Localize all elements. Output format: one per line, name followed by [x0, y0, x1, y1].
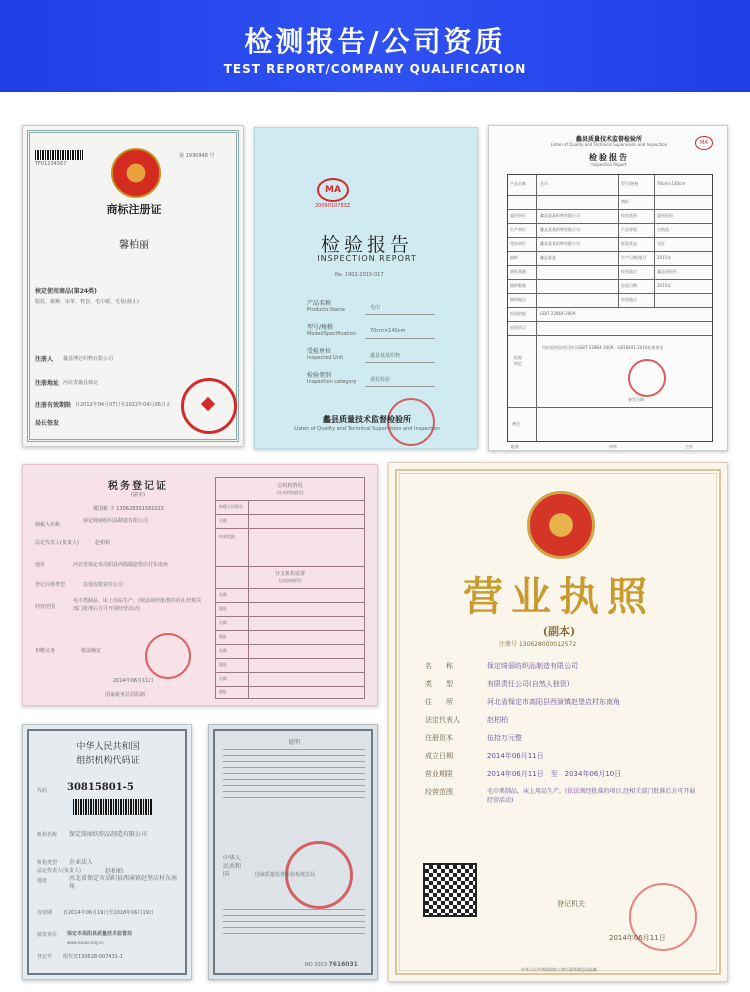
- footer-review: 审核: [609, 444, 617, 449]
- registrant-label: 注册人: [35, 356, 54, 363]
- license-date: 2014年06月11日: [609, 934, 666, 942]
- national-emblem-icon: [527, 491, 595, 559]
- report-org: 蠡县质量技术监督检验所: [575, 136, 642, 143]
- row-value: 蠡县某某织物有限公司: [540, 241, 580, 246]
- address-label: 注册地址: [35, 380, 60, 387]
- field-unit-value: 蠡县某某织物: [370, 353, 401, 359]
- sign-date-label: 签发日期: [628, 397, 644, 402]
- org-addr-label: 地址: [37, 878, 48, 884]
- field-value: 伍拾万元整: [487, 734, 522, 742]
- branch-title2-sub: (总机构填写): [278, 578, 302, 583]
- trademark-mark: 馨柏丽: [119, 240, 149, 251]
- row-value2: 完好: [657, 241, 665, 246]
- report-no: 1902-2015-017: [344, 272, 384, 278]
- field-category-label-en: Inspection category: [307, 379, 357, 385]
- row-label2: 检验日期: [621, 283, 637, 288]
- field-value: 赵柏柏: [487, 716, 508, 724]
- scope-value: 毛巾类制品、床上用品生产。(依法须经批准的项目,经相关部门批准后方可开展经营活动): [73, 598, 202, 612]
- field-value: 2014年06月11日: [487, 752, 544, 760]
- tax-no-suffix: 字: [109, 506, 115, 512]
- inspection-title: 检验报告: [320, 234, 413, 256]
- reg-no-prefix: 第: [179, 153, 185, 159]
- header-banner: [0, 0, 750, 92]
- field-value: 毛巾类制品、床上用品生产。(依法须经批准的项目,经相关部门批准后方可开展经营活动): [487, 788, 696, 804]
- report-title: 检验报告: [589, 153, 629, 162]
- row-label2: 检验类别: [621, 213, 637, 218]
- field-unit-label-en: Inspected Unit: [307, 355, 344, 361]
- notes-text-block-2: [223, 909, 365, 935]
- report-no-label: No.: [335, 272, 344, 278]
- org-reg-no: 组代管130628-007431-1: [63, 954, 123, 960]
- tax-registration-certificate[interactable]: [22, 464, 378, 706]
- row-value2: 蠡县质检所: [657, 269, 677, 274]
- branch-row: 地址: [219, 606, 227, 611]
- branch-row: 纳税人识别号: [219, 504, 243, 509]
- branch-row: 名称: [219, 676, 227, 681]
- rep-label: 法定代表人(负责人): [35, 540, 79, 546]
- license-footer: 中华人民共和国国家工商行政管理总局监制: [521, 967, 597, 972]
- no-label: NO: [305, 962, 313, 968]
- code-label: 代码: [37, 788, 48, 794]
- orgcode-header2: 组织机构代码证: [76, 756, 140, 766]
- footer-inspector: 主检: [685, 444, 693, 449]
- type-value: 其他有限责任公司: [83, 582, 124, 588]
- row-label: 检验项目: [510, 325, 526, 330]
- name-label: 纳税人名称: [35, 522, 61, 528]
- conclusion-label: 检验结论: [514, 355, 522, 366]
- row-value: 蠡县某某织物有限公司: [540, 227, 580, 232]
- org-code-certificate-front[interactable]: [22, 724, 192, 980]
- address: 河北省蠡县城北: [63, 380, 99, 386]
- row-label: 产品名称: [510, 181, 526, 186]
- org-issuer: 保定市高阳县质量技术监督局: [67, 931, 133, 937]
- branch-row: 地址: [219, 662, 227, 667]
- branch-row: 名称: [219, 648, 227, 653]
- org-type-label: 机构类型: [37, 860, 58, 866]
- business-license[interactable]: [388, 462, 728, 982]
- report-org-en: Listen of Quality and Technical Supervision and Inspection: [550, 142, 668, 147]
- org-type: 企业法人: [69, 859, 94, 866]
- field-category-label: 检验类别: [307, 372, 332, 379]
- field-unit-label: 受检单位: [307, 348, 332, 355]
- org-period-label: 有效期: [37, 910, 53, 916]
- branch-row: 名称: [219, 620, 227, 625]
- field-product-label: 产品名称: [307, 300, 332, 307]
- no-code: 7616031: [328, 961, 358, 968]
- row-value: 蠡县某某: [540, 255, 556, 260]
- field-label: 营业期限: [425, 770, 453, 778]
- row-value2: 合格品: [657, 227, 669, 232]
- field-product-label-en: Products Name: [307, 307, 345, 313]
- row-value2: 委托检验: [657, 213, 673, 218]
- tax-subtitle: (副本): [131, 492, 145, 498]
- obligation-value: 依法确定: [81, 648, 102, 654]
- obligation-label: 扣缴义务: [35, 648, 56, 654]
- reg-no-suffix: 号: [209, 153, 215, 159]
- no-value: 2013: [314, 962, 328, 968]
- header-title: 检测报告/公司资质: [244, 25, 506, 58]
- row-label2: 检验地点: [621, 297, 637, 302]
- branch-table: [215, 477, 365, 699]
- org-issuer-label: 颁发单位: [37, 932, 58, 938]
- row-label2: 型号/规格: [621, 181, 639, 186]
- national-emblem-icon: [111, 148, 161, 198]
- red-stamp-icon: [181, 378, 237, 434]
- branch-title2: 分支机构设置: [274, 571, 305, 577]
- license-subtitle: (副本): [542, 625, 576, 638]
- license-reg-label: 注册号: [499, 641, 518, 648]
- back-left-text: 中华人民共和国: [223, 855, 242, 878]
- field-label: 法定代表人: [425, 716, 460, 724]
- ma-logo-icon: [695, 136, 713, 150]
- addr-label: 地址: [35, 562, 46, 568]
- org-name: 保定绮丽纺织品制造有限公司: [69, 831, 148, 838]
- row-value2: 2015年: [657, 283, 672, 288]
- row-label: 委托单位: [510, 213, 526, 218]
- row-label2: 生产日期/批号: [621, 255, 647, 260]
- name-value: 保定绮丽纺织品制造有限公司: [83, 518, 149, 524]
- row-label: 抽样基数: [510, 269, 526, 274]
- type-label: 登记注册类型: [35, 582, 66, 588]
- tax-issuer: 国家税务总局监制: [105, 692, 146, 698]
- field-value: 保定绮丽纺织品制造有限公司: [487, 662, 578, 670]
- branch-row: 名称: [219, 518, 227, 523]
- rep-value: 赵柏柏: [95, 540, 111, 546]
- branch-row: 地址: [219, 634, 227, 639]
- validity-label: 注册有效期限: [35, 402, 72, 409]
- tax-title: 税务登记证: [108, 481, 168, 492]
- field-label: 经营范围: [425, 788, 453, 796]
- registrant: 蠡县博达织物有限公司: [63, 356, 114, 362]
- field-value: 有限责任公司(自然人独资): [487, 680, 570, 688]
- field-label: 类 型: [425, 680, 453, 688]
- field-label: 住 所: [425, 698, 453, 706]
- ma-logo-text: MA: [325, 185, 341, 195]
- reg-no: 1930948: [185, 153, 208, 159]
- orgcode-header1: 中华人民共和国: [76, 742, 140, 752]
- report-table: [507, 174, 713, 442]
- inspection-org: 蠡县质量技术监督检验所: [323, 415, 411, 424]
- row-label: 受检单位: [510, 241, 526, 246]
- inspection-org-en: Listen of Quality and Technical Supervision and Inspection: [294, 426, 440, 432]
- field-label: 注册资本: [425, 734, 453, 742]
- row-label2: 检验地点: [621, 269, 637, 274]
- scope-label: 经营范围: [35, 604, 56, 610]
- org-code-certificate-back[interactable]: [208, 724, 378, 980]
- red-stamp-icon: [145, 633, 191, 679]
- inspection-title-en: INSPECTION REPORT: [317, 254, 417, 263]
- org-name-label: 机构名称: [37, 832, 58, 838]
- field-label: 成立日期: [425, 752, 453, 760]
- org-period: 自2014年06月19日至2018年06月19日: [63, 910, 154, 916]
- field-model-label-en: Model/Specification: [307, 331, 356, 337]
- row-value: 毛巾: [540, 181, 548, 186]
- addr-value: 河北省保定市高阳县西演镇赵堡店村东南角: [73, 562, 169, 568]
- row-label: 生产单位: [510, 227, 526, 232]
- org-rep: 赵柏柏: [105, 868, 124, 875]
- row-label: 抽样地点: [510, 297, 526, 302]
- org-website: www.nacao.org.cn: [67, 940, 104, 945]
- notes-text-block: [223, 749, 365, 799]
- barcode: [73, 799, 153, 815]
- validity: 自2012年04月07日至2022年04月06日止: [75, 402, 171, 408]
- row-label: 抽样数量: [510, 283, 526, 288]
- field-product-value: 毛巾: [370, 305, 381, 311]
- red-stamp-icon: [628, 359, 666, 397]
- row-label: 抽样: [510, 255, 518, 260]
- tax-no: 130628301581015: [116, 506, 164, 512]
- report-ma-text: MA: [700, 140, 708, 146]
- scope-text: 服装、被褥、床单、枕套、毛巾被、毛毯(截止): [35, 299, 139, 305]
- row-value2: 2015年: [657, 255, 672, 260]
- branch-title1: 总机构情况: [277, 483, 303, 489]
- org-rep-label: 法定代表人(负责人): [37, 868, 81, 874]
- field-value: 2014年06月11日 至 2034年06月10日: [487, 770, 622, 778]
- org-code: 30815801-5: [67, 782, 134, 793]
- field-model-label: 型号/规格: [307, 324, 334, 331]
- row-label2: 商标: [621, 199, 629, 204]
- trademark-title: 商标注册证: [106, 203, 162, 216]
- barcode-number: TF01234567: [35, 161, 67, 167]
- field-model-value: 70cm×140cm: [370, 328, 406, 334]
- barcode: [35, 150, 83, 160]
- row-label2: 样品状态: [621, 241, 637, 246]
- row-label2: 产品等级: [621, 227, 637, 232]
- field-value: 河北省保定市高阳县西演镇赵堡店村东南角: [487, 698, 620, 706]
- remark-label: 备注: [512, 421, 520, 426]
- license-reg-no: 130628000012572: [518, 641, 577, 648]
- row-value: 蠡县某某织物有限公司: [540, 213, 580, 218]
- license-authority: 登记机关: [557, 900, 585, 908]
- tax-no-label: 冀国税: [93, 506, 109, 512]
- inspection-report-cover[interactable]: [254, 127, 478, 449]
- branch-title1-sub: (分支机构填写): [276, 490, 304, 495]
- tax-date: 2014年06月11日: [113, 678, 154, 684]
- back-center-text: 国家质量监督检验检疫总局: [255, 872, 316, 878]
- report-title-en: Inspection Report: [591, 162, 627, 167]
- field-label: 名 称: [425, 662, 453, 670]
- org-reg-label: 登记号: [37, 954, 53, 960]
- header-subtitle: TEST REPORT/COMPANY QUALIFICATION: [223, 62, 527, 76]
- footer-approve: 批准: [511, 444, 519, 449]
- notes-title: 说明: [287, 739, 300, 746]
- org-addr: 河北省保定市高阳县西演镇赵堡店村东南角: [69, 875, 178, 890]
- license-title: 营业执照: [463, 573, 655, 620]
- scope-label: 核定使用商品(第24类): [35, 288, 97, 295]
- branch-row: 名称: [219, 592, 227, 597]
- row-value2: 70cm×140cm: [657, 181, 686, 186]
- inspection-report-page[interactable]: [488, 125, 728, 451]
- trademark-certificate[interactable]: [22, 125, 244, 447]
- branch-row: 地址: [219, 689, 227, 694]
- director-label: 局长签发: [35, 420, 60, 427]
- ma-logo-icon: [317, 178, 349, 202]
- row-label: 检验依据: [510, 311, 526, 316]
- row-value: GB/T 22864-2009: [540, 311, 576, 316]
- conclusion-text: 经检验所检项目符合GB/T 22864-2009、GB18401-2010标准要求: [542, 345, 664, 350]
- qr-code-icon: [423, 863, 477, 917]
- cert-number: 2009010783Z: [315, 203, 351, 209]
- field-category-value: 委托检验: [370, 377, 391, 383]
- branch-row: 经营范围: [219, 534, 235, 539]
